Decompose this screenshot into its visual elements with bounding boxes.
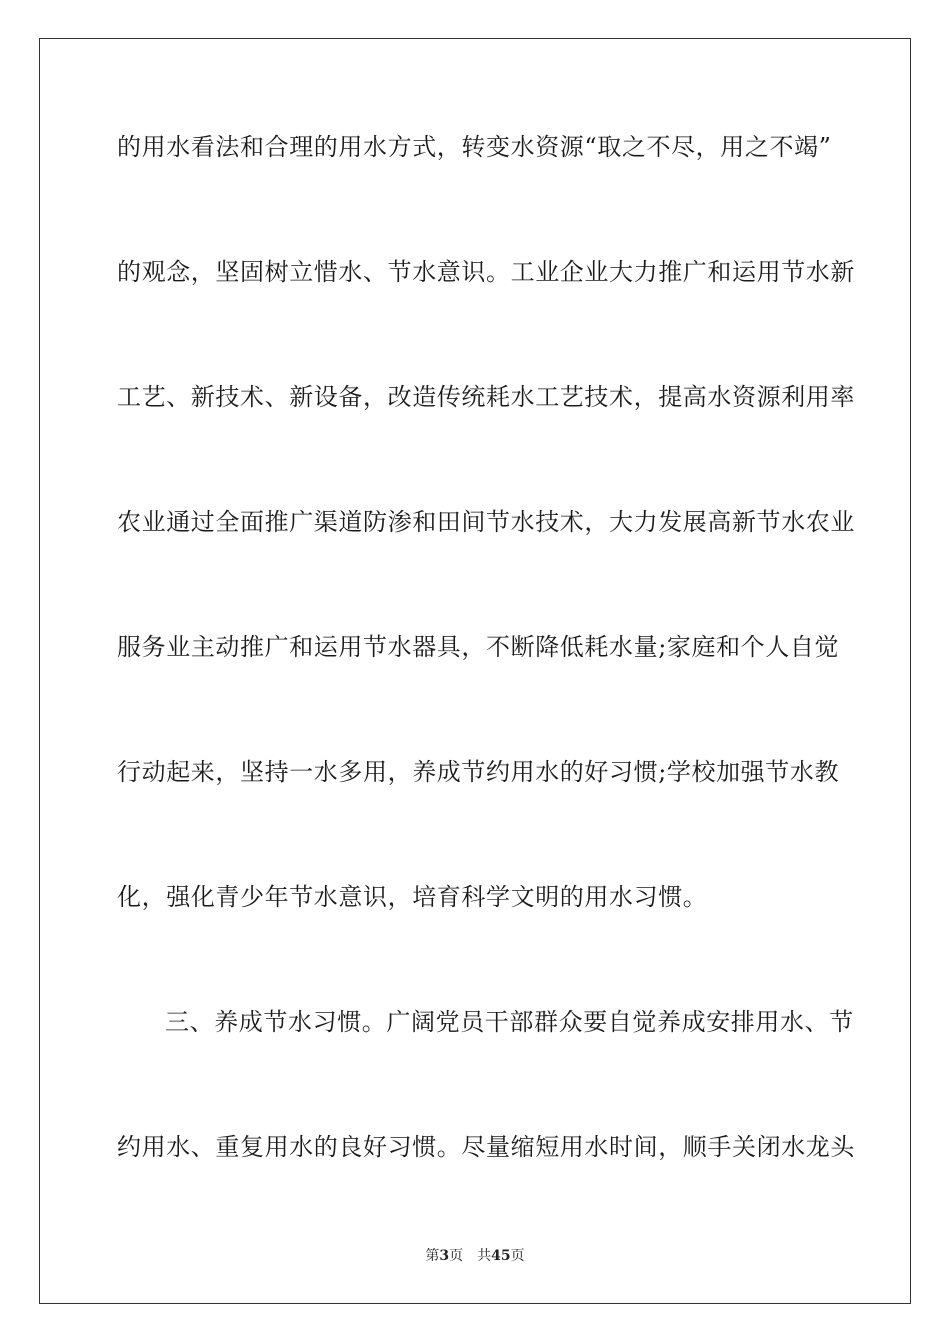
page-suffix: 页 (449, 1248, 464, 1264)
paragraph-line: 行动起来，坚持一水多用，养成节约用水的好习惯;学校加强节水教 (117, 758, 840, 786)
paragraph-line: 的用水看法和合理的用水方式，转变水资源“取之不尽，用之不竭” (117, 133, 832, 161)
paragraph-line: 约用水、重复用水的良好习惯。尽量缩短用水时间，顺手关闭水龙头 (117, 1133, 855, 1161)
total-pages: 45 (491, 1248, 511, 1264)
page-number: 3 (439, 1248, 450, 1264)
paragraph-line-indented: 三、养成节水习惯。广阔党员干部群众要自觉养成安排用水、节 (165, 1008, 854, 1036)
page-border (39, 38, 911, 1304)
paragraph-line: 化，强化青少年节水意识，培育科学文明的用水习惯。 (117, 883, 708, 911)
total-prefix: 共 (477, 1248, 492, 1264)
page-prefix: 第 (425, 1248, 440, 1264)
page-footer (0, 1247, 950, 1265)
paragraph-line: 农业通过全面推广渠道防渗和田间节水技术，大力发展高新节水农业 (117, 508, 855, 536)
paragraph-line: 的观念，坚固树立惜水、节水意识。工业企业大力推广和运用节水新 (117, 258, 855, 286)
paragraph-line: 服务业主动推广和运用节水器具，不断降低耗水量;家庭和个人自觉 (117, 633, 840, 661)
paragraph-line: 工艺、新技术、新设备，改造传统耗水工艺技术，提高水资源利用率 (117, 383, 855, 411)
total-suffix: 页 (510, 1248, 525, 1264)
